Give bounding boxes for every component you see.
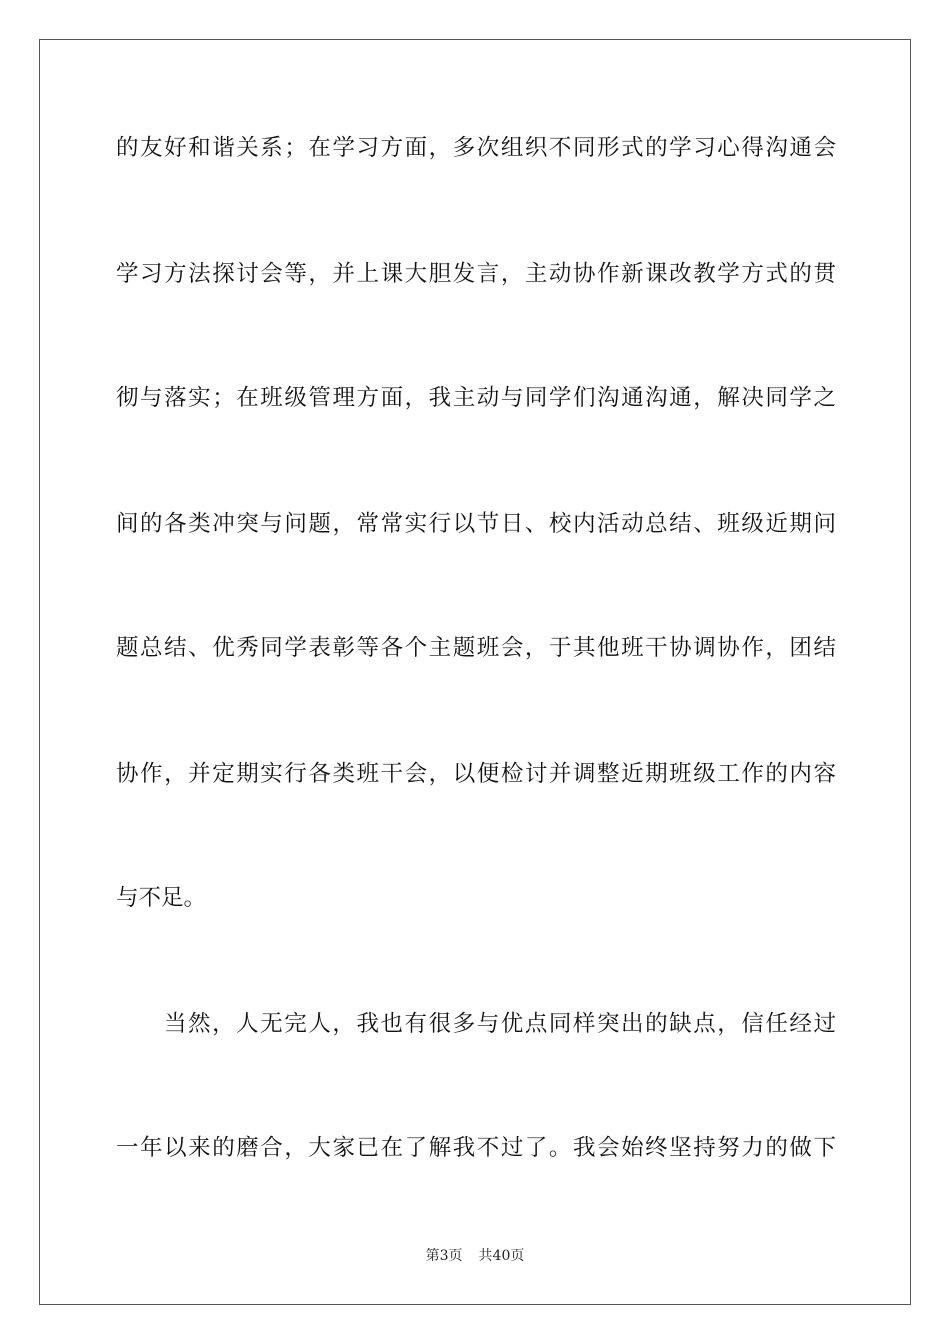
body-line-5: 题总结、优秀同学表彰等各个主题班会，于其他班干协调协作，团结 (116, 635, 836, 661)
body-line-3: 彻与落实；在班级管理方面，我主动与同学们沟通沟通，解决同学之 (116, 385, 836, 411)
page-total: 共40页 (478, 1248, 525, 1264)
page-border (39, 39, 911, 1305)
body-line-1: 的友好和谐关系；在学习方面，多次组织不同形式的学习心得沟通会 (116, 135, 836, 161)
body-line-2: 学习方法探讨会等，并上课大胆发言，主动协作新课改教学方式的贯 (116, 261, 836, 287)
body-line-6: 协作，并定期实行各类班干会，以便检讨并调整近期班级工作的内容 (116, 761, 836, 787)
body-line-9: 一年以来的磨合，大家已在了解我不过了。我会始终坚持努力的做下 (116, 1135, 836, 1161)
page-footer (0, 1246, 950, 1266)
body-line-8: 当然，人无完人，我也有很多与优点同样突出的缺点，信任经过 (164, 1011, 836, 1037)
body-line-7: 与不足。 (116, 885, 207, 911)
body-line-4: 间的各类冲突与问题，常常实行以节日、校内活动总结、班级近期问 (116, 511, 836, 537)
page-number: 第3页 (425, 1248, 463, 1264)
